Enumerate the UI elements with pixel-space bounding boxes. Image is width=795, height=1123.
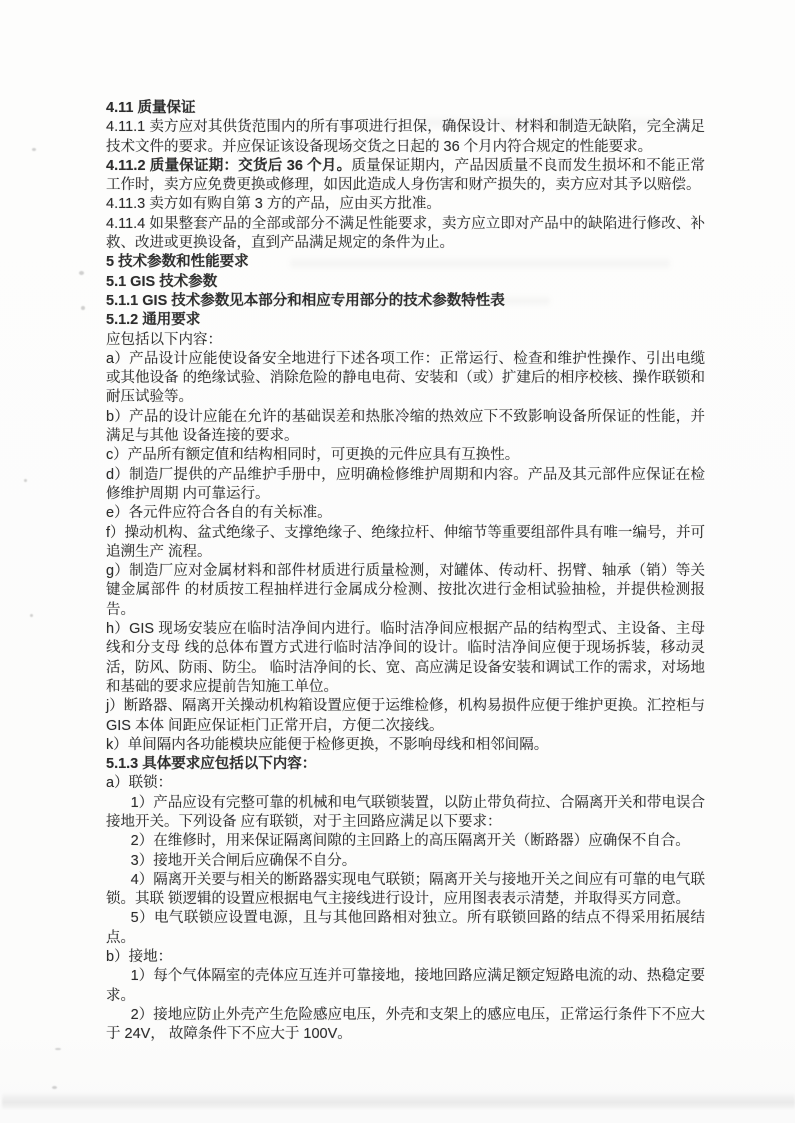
paragraph <box>106 331 705 350</box>
paragraph-text: 2）在维修时，用来保证隔离间隙的主回路上的高压隔离开关（断路器）应确保不自合。 <box>130 833 690 850</box>
section-heading <box>106 99 705 118</box>
paragraph-lead: 5.1.3 具体要求应包括以下内容： <box>106 756 317 773</box>
paragraph <box>106 215 705 254</box>
paragraph <box>106 157 705 196</box>
paragraph-text: 1）产品应设有完整可靠的机械和电气联锁装置，以防止带负荷拉、合隔离开关和带电误合接地开关。下列设备 应有联锁，对于主回路应满足以下要求： <box>106 794 705 830</box>
paragraph-text: g）制造厂应对金属材料和部件材质进行质量检测，对罐体、传动杆、拐臂、轴承（销）等关键金属部件 的材质按工程抽样进行金属成分检测、按批次进行金相试验抽检，并提供检测报告。 <box>106 563 705 618</box>
paragraph <box>106 794 705 833</box>
paragraph-text: 4.11.4 如果整套产品的全部或部分不满足性能要求，卖方应立即对产品中的缺陷进行修改、补救、改进或更换设备，直到产品满足规定的条件为止。 <box>106 215 705 252</box>
paragraph-text: 2）接地应防止外壳产生危险感应电压，外壳和支架上的感应电压，正常运行条件下不应大于 24V， 故障条件下不应大于 100V。 <box>106 1006 705 1043</box>
paragraph-lead: 5.1.1 GIS 技术参数见本部分和相应专用部分的技术参数特性表 <box>106 292 505 309</box>
document-body <box>106 99 705 1045</box>
paragraph-text: k）单间隔内各功能模块应能便于检修更换，不影响母线和相邻间隔。 <box>106 736 549 753</box>
paragraph <box>106 871 705 910</box>
scan-speck <box>55 1048 61 1050</box>
paragraph-text: f）操动机构、盆式绝缘子、支撑绝缘子、绝缘拉杆、伸缩节等重要组部件具有唯一编号，并可追溯生产 流程。 <box>106 524 705 560</box>
paragraph-text: e）各元件应符合各自的有关标准。 <box>106 505 332 522</box>
scan-speck <box>30 614 33 617</box>
paragraph-text: c）产品所有额定值和结构相同时，可更换的元件应具有互换性。 <box>106 447 520 464</box>
section-heading <box>106 273 705 292</box>
paragraph-text: j）断路器、隔离开关操动机构箱设置应便于运维检修，机构易损件应便于维护更换。汇控柜与 GIS 本体 间距应保证柜门正常开启，方便二次接线。 <box>106 698 705 734</box>
paragraph-text: b）接地： <box>106 949 173 966</box>
paragraph <box>106 774 705 793</box>
paragraph-text: 4）隔离开关要与相关的断路器实现电气联锁；隔离开关与接地开关之间应有可靠的电气联锁。其联 锁逻辑的设置应根据电气主接线进行设计，应用图表表示清楚，并取得买方同意。 <box>106 871 705 908</box>
section-heading <box>106 311 705 330</box>
paragraph-text: d）制造厂提供的产品维护手册中，应明确检修维护周期和内容。产品及其元部件应保证在检修维护周期 内可靠运行。 <box>106 466 705 502</box>
paragraph <box>106 118 705 157</box>
paragraph <box>106 524 705 563</box>
paragraph-text: 质量保证期内，产品因质量不良而发生损坏和不能正常工作时，卖方应免费更换或修理，如因此造成人身伤害和财产损失的，卖方应对其予以赔偿。 <box>106 157 705 194</box>
paragraph-text: 1）每个气体隔室的壳体应互连并可靠接地，接地回路应满足额定短路电流的动、热稳定要求。 <box>106 968 705 1004</box>
scan-speck <box>81 306 85 310</box>
paragraph <box>106 446 705 465</box>
paragraph <box>106 909 705 948</box>
paragraph <box>106 195 705 214</box>
paragraph-lead: 4.11 质量保证 <box>106 100 196 116</box>
paragraph <box>106 967 705 1006</box>
paragraph-lead: 5.1.2 通用要求 <box>106 312 201 329</box>
paragraph <box>106 852 705 871</box>
paragraph <box>106 562 705 620</box>
paragraph-text: 应包括以下内容： <box>106 331 222 348</box>
paragraph <box>106 504 705 523</box>
scan-speck <box>24 479 27 482</box>
scan-shadow-bottom <box>2 1092 795 1109</box>
paragraph <box>106 1006 705 1045</box>
paragraph <box>106 408 705 447</box>
paragraph-lead: 4.11.2 质量保证期：交货后 36 个月。 <box>106 157 352 174</box>
section-heading <box>106 755 705 774</box>
scan-speck <box>52 1086 57 1089</box>
paragraph <box>106 832 705 851</box>
scan-speck <box>32 148 36 151</box>
paragraph <box>106 350 705 408</box>
paragraph <box>106 466 705 505</box>
paragraph-text: 5）电气联锁应设置电源，且与其他回路相对独立。所有联锁回路的结点不得采用拓展结点。 <box>106 910 705 946</box>
paragraph-text: b）产品的设计应能在允许的基础误差和热胀冷缩的热效应下不致影响设备所保证的性能，并满足与其他 设备连接的要求。 <box>106 408 705 445</box>
paragraph-text: a）联锁： <box>106 775 173 792</box>
paragraph-lead: 5.1 GIS 技术参数 <box>106 273 218 290</box>
paragraph <box>106 736 705 755</box>
paragraph <box>106 948 705 967</box>
paragraph <box>106 697 705 736</box>
section-heading <box>106 292 705 311</box>
paragraph-text: a）产品设计应能使设备安全地进行下述各项工作：正常运行、检查和维护性操作、引出电缆或其他设备 的绝缘试验、消除危险的静电电荷、安装和（或）扩建后的相序校核、操作联锁和耐压试验等。 <box>106 350 705 406</box>
paragraph-text: 4.11.3 卖方如有购自第 3 方的产品，应由买方批准。 <box>106 196 441 213</box>
paragraph-text: 3）接地开关合闸后应确保不自分。 <box>130 852 357 869</box>
paragraph-text: 4.11.1 卖方应对其供货范围内的所有事项进行担保，确保设计、材料和制造无缺陷，完全满足技术文件的要求。并应保证该设备现场交货之日起的 36 个月内符合规定的性能要求。 <box>106 119 705 155</box>
section-heading <box>106 253 705 272</box>
paragraph-text: h）GIS 现场安装应在临时洁净间内进行。临时洁净间应根据产品的结构型式、主设备、主母线和分支母 线的总体布置方式进行临时洁净间的设计。临时洁净间应便于现场拆装，移动灵活，防风、防雨、防尘。 临时洁净间的长、宽、高应满足设备安装和调试工作的需求，对场地和基础的要求应提前告知施工单位。 <box>106 621 705 695</box>
paragraph <box>106 620 705 697</box>
scan-speck <box>79 271 84 275</box>
paragraph-lead: 5 技术参数和性能要求 <box>106 254 249 271</box>
